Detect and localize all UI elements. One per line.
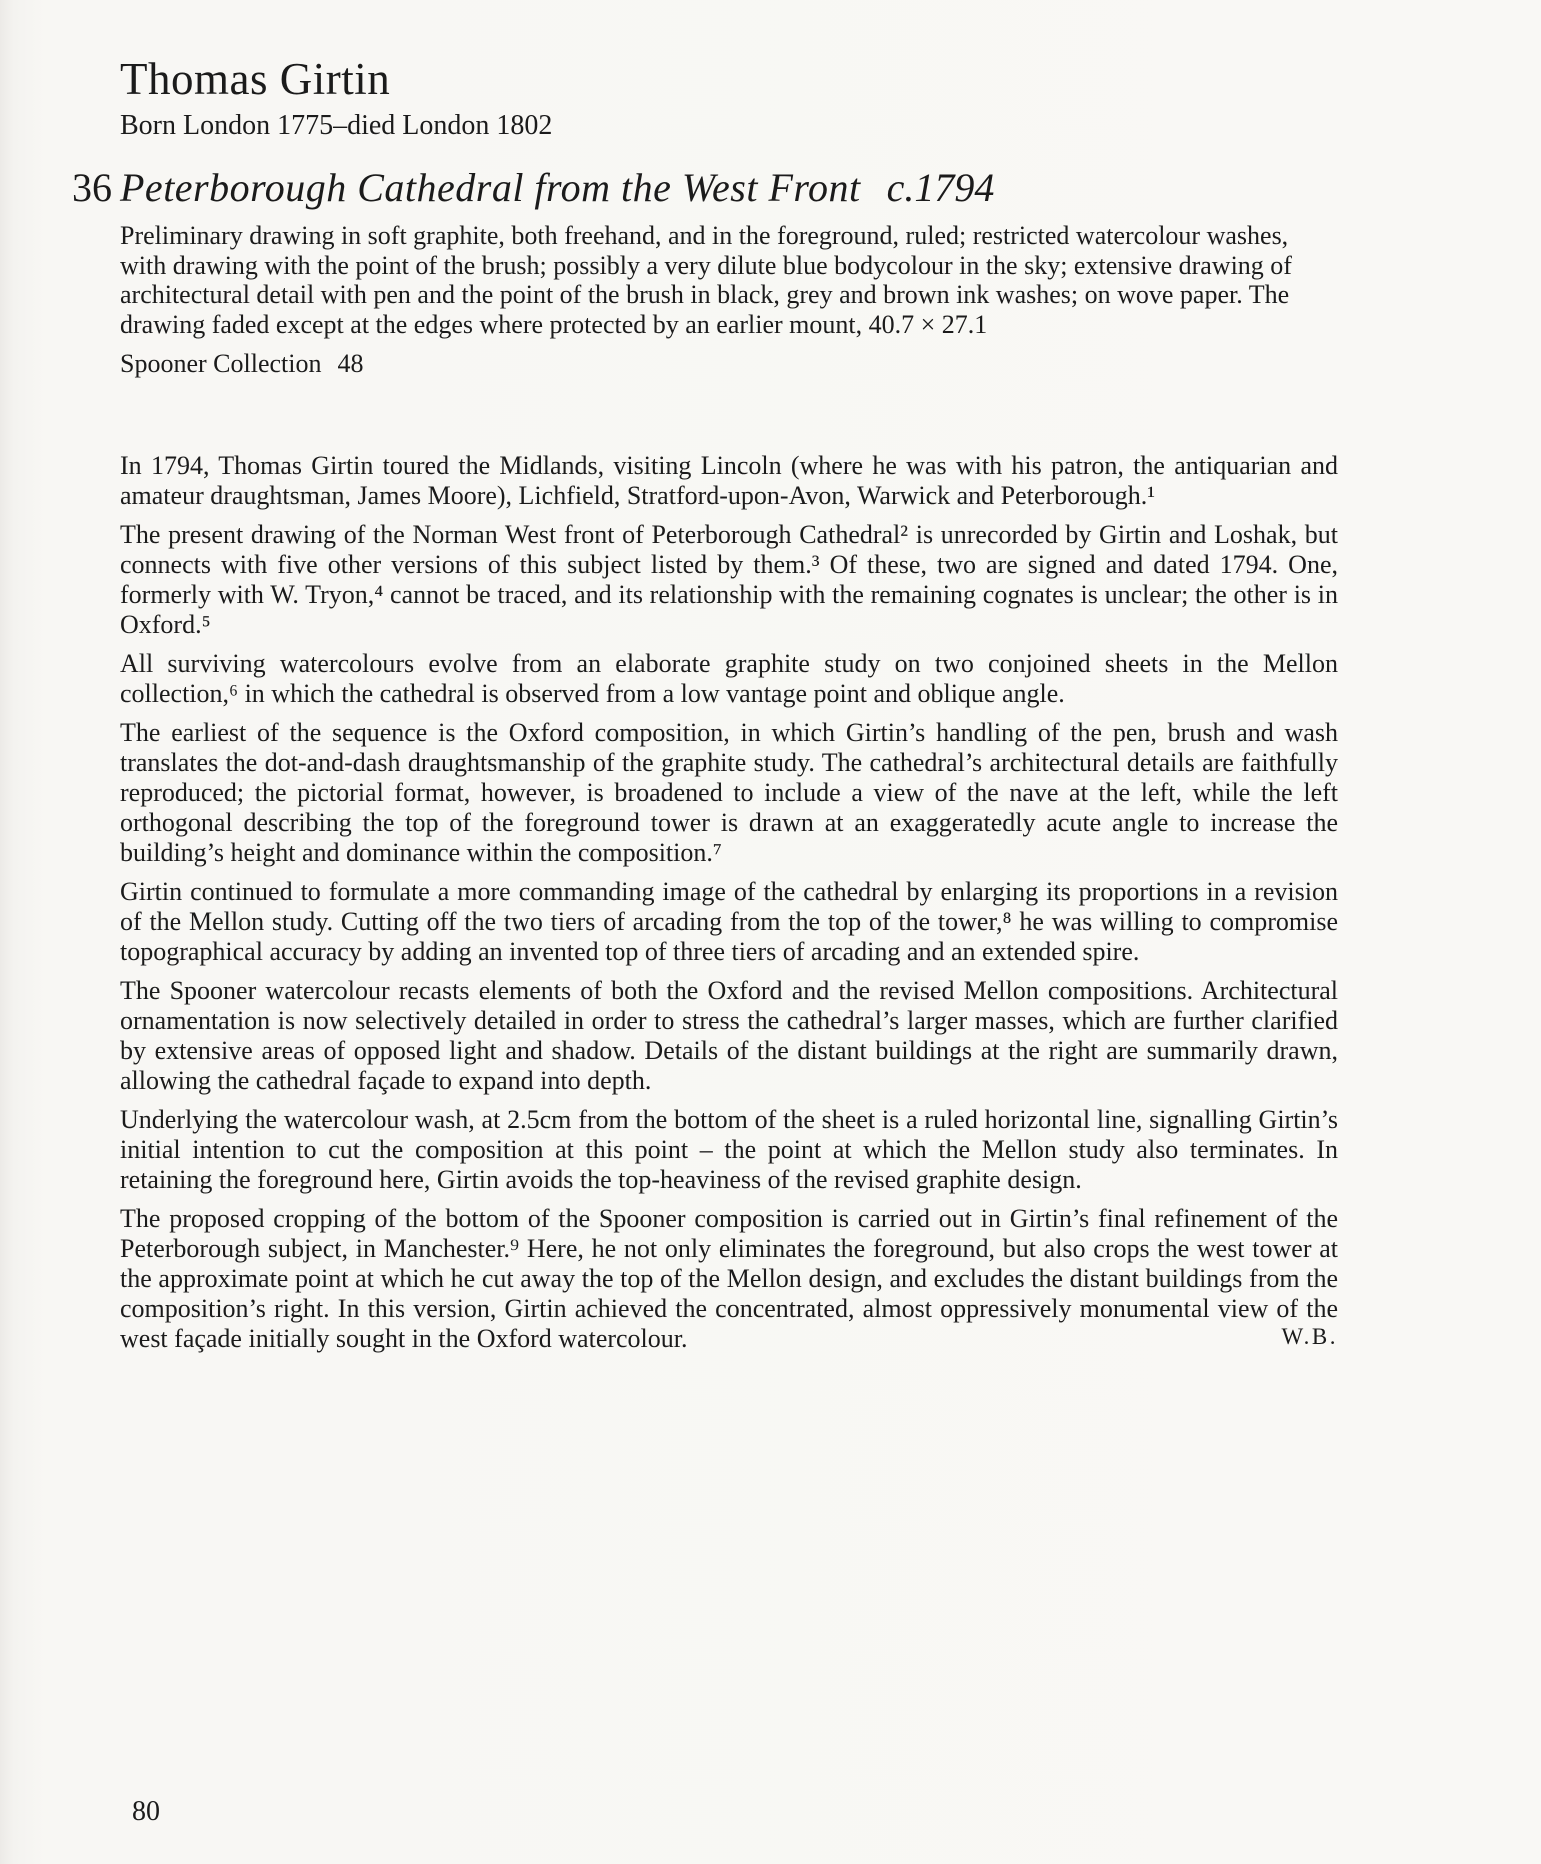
entry-text (120, 451, 1338, 1354)
paragraph: The earliest of the sequence is the Oxford composition, in which Girtin’s handling of the pen, brush and wash translates the dot-and-dash draughtsmanship of the graphite study. The cathedral’s architectural details are faithfully reproduced; the pictorial format, however, is broadened to include a view of the nave at the left, while the left orthogonal describing the top of the foreground tower is drawn at an exaggeratedly acute angle to increase the building’s height and dominance within the composition.⁷ (120, 718, 1338, 867)
artist-name: Thomas Girtin (120, 54, 391, 104)
catalogue-number: 36 (72, 165, 112, 210)
paragraph: The present drawing of the Norman West front of Peterborough Cathedral² is unrecorded by Girtin and Loshak, but connects with five other versions of this subject listed by them.³ Of these, two are signed and dated 1794. One, formerly with W. Tryon,⁴ cannot be traced, and its relationship with the remaining cognates is unclear; the other is in Oxford.⁵ (120, 520, 1338, 639)
artist-dates: Born London 1775–died London 1802 (120, 110, 553, 141)
paragraph: In 1794, Thomas Girtin toured the Midlands, visiting Lincoln (where he was with his patron, the antiquarian and amateur draughtsman, James Moore), Lichfield, Stratford-upon-Avon, Warwick and Peterborough.¹ (120, 451, 1338, 510)
entry-date: c.1794 (886, 165, 995, 210)
entry-title: Peterborough Cathedral from the West Front (120, 165, 861, 210)
page-content (72, 0, 1338, 1363)
paragraph: All surviving watercolours evolve from an elaborate graphite study on two conjoined sheets in the Mellon collection,⁶ in which the cathedral is observed from a low vantage point and oblique angle. (120, 649, 1338, 708)
collection-line (120, 349, 1338, 379)
page-number: 80 (132, 1796, 160, 1827)
author-initials: W.B. (1281, 1324, 1338, 1349)
entry-header (72, 164, 1338, 211)
paragraph: Girtin continued to formulate a more commanding image of the cathedral by enlarging its proportions in a revision of the Mellon study. Cutting off the two tiers of arcading from the top of the tower,⁸ he was willing to compromise topographical accuracy by adding an invented top of three tiers of arcading and an extended spire. (120, 877, 1338, 966)
paragraph: The proposed cropping of the bottom of the Spooner composition is carried out in Girtin’s final refinement of the Peterborough subject, in Manchester.⁹ Here, he not only eliminates the foreground, but also crops the west tower at the approximate point at which he cut away the top of the Mellon design, and excludes the distant buildings from the composition’s right. In this version, Girtin achieved the concentrated, almost oppressively monumental view of the west façade initially sought in the Oxford watercolour. W.B. (120, 1204, 1338, 1353)
collection-number: 48 (337, 349, 364, 378)
paragraph: The Spooner watercolour recasts elements of both the Oxford and the revised Mellon compositions. Architectural ornamentation is now selectively detailed in order to stress the cathedral’s larger masses, which are further clarified by extensive areas of opposed light and shadow. Details of the distant buildings at the right are summarily drawn, allowing the cathedral façade to expand into depth. (120, 976, 1338, 1095)
collection-name: Spooner Collection (120, 349, 322, 378)
paragraph: Underlying the watercolour wash, at 2.5cm from the bottom of the sheet is a ruled horizontal line, signalling Girtin’s initial intention to cut the composition at this point – the point at which the Mellon study also terminates. In retaining the foreground here, Girtin avoids the top-heaviness of the revised graphite design. (120, 1105, 1338, 1194)
medium-description: Preliminary drawing in soft graphite, both freehand, and in the foreground, ruled; restricted watercolour washes, with drawing with the point of the brush; possibly a very dilute blue bodycolour in the sky; extensive drawing of architectural detail with pen and the point of the brush in black, grey and brown ink washes; on wove paper. The drawing faded except at the edges where protected by an earlier mount, 40.7 × 27.1 (120, 221, 1292, 339)
